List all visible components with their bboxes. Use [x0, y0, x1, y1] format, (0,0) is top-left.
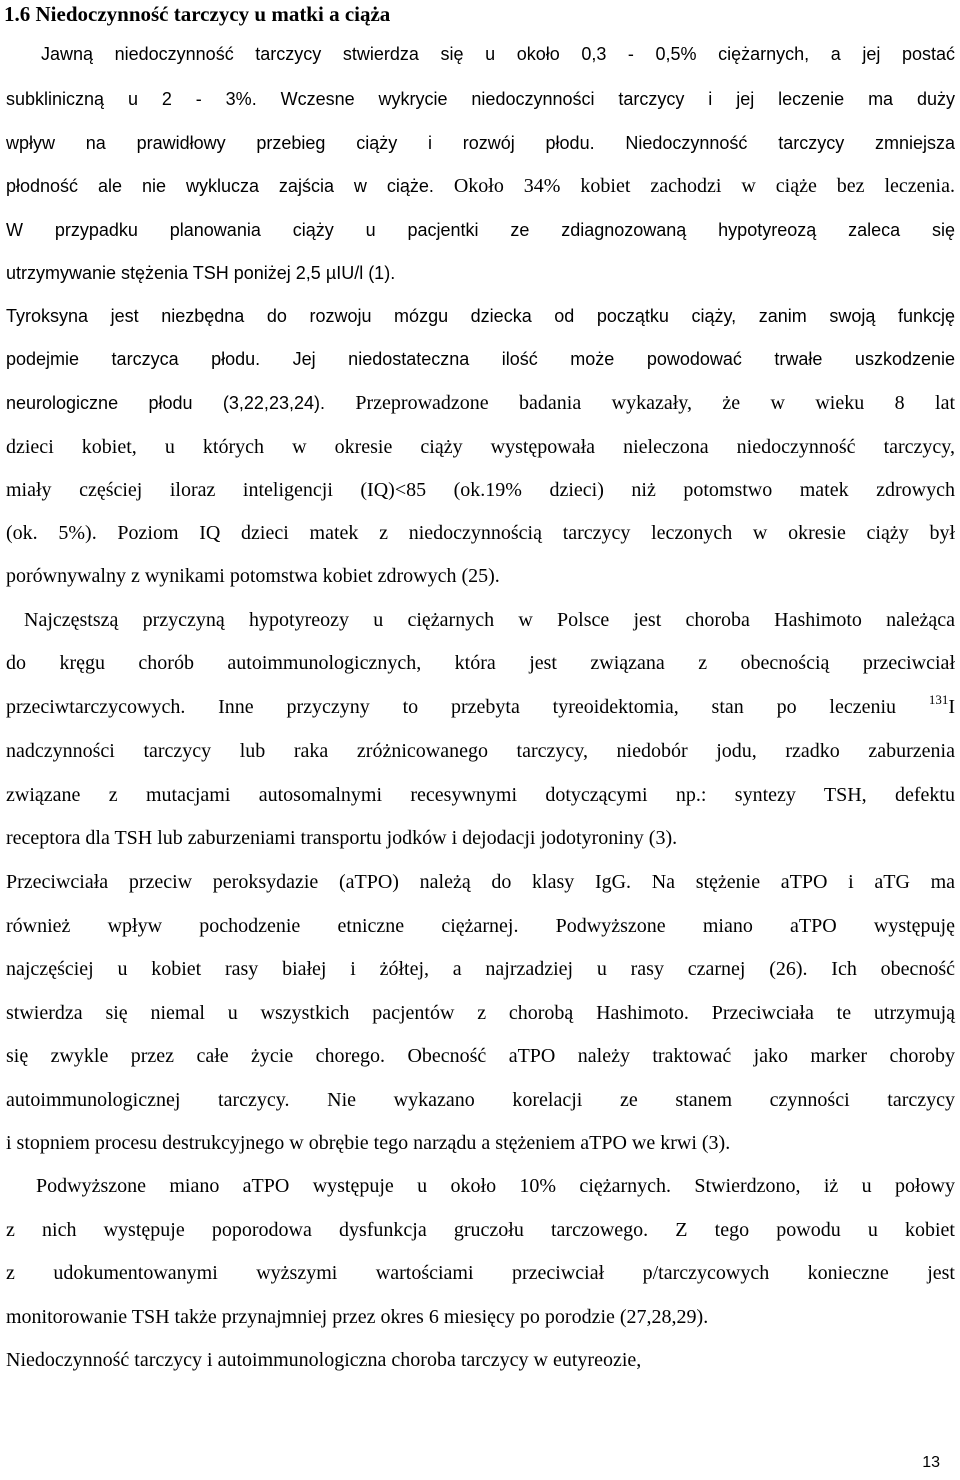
- p1-line-8b: Jej niedostateczna ilość może powodować trwałe uszkodzenie: [292, 349, 955, 369]
- p1-line-9a: neurologiczne płodu (3,22,23,24).: [6, 393, 325, 413]
- p3-line-3: z udokumentowanymi wyższymi wartościami przeciwciał p/tarczycowych konieczne jest: [6, 1262, 955, 1284]
- p3-line-1: Podwyższone miano aTPO występuje u około 10% ciężarnych. Stwierdzono, iż u połowy: [36, 1175, 955, 1197]
- p2-line-5: związane z mutacjami autosomalnymi recesywnymi dotyczącymi np.: syntezy TSH, defektu: [6, 784, 955, 806]
- p1-line-13: porównywalny z wynikami potomstwa kobiet zdrowych (25).: [6, 565, 500, 587]
- p2-line-1: Najczęstszą przyczyną hypotyreozy u ciężarnych w Polsce jest choroba Hashimoto należąca: [24, 609, 955, 631]
- p2-line-4: nadczynności tarczycy lub raka zróżnicowanego tarczycy, niedobór jodu, rzadko zaburzenia: [6, 740, 955, 762]
- p1-line-2: subkliniczną u 2 - 3%. Wczesne wykrycie niedoczynności tarczycy i jej leczenie ma duży: [6, 89, 955, 109]
- p2-line-3: [6, 694, 955, 720]
- p1-line-5: W przypadku planowania ciąży u pacjentki ze zdiagnozowaną hypotyreozą zaleca się: [6, 220, 955, 240]
- p1-line-12: (ok. 5%). Poziom IQ dzieci matek z niedoczynnością tarczycy leczonych w okresie ciąży był: [6, 522, 955, 544]
- p1-line-8: [6, 346, 955, 372]
- p2-line-9: najczęściej u kobiet rasy białej i żółtej, a najrzadziej u rasy czarnej (26). Ich obecność: [6, 958, 955, 980]
- p2-line-10: stwierdza się niemal u wszystkich pacjentów z chorobą Hashimoto. Przeciwciała te utrzymują: [6, 1002, 955, 1024]
- p1-line-11: miały częściej iloraz inteligencji (IQ)<85 (ok.19% dzieci) niż potomstwo matek zdrowych: [6, 479, 955, 501]
- isotope-superscript: 131: [928, 692, 949, 707]
- p2-line-3-isotope: [928, 692, 956, 718]
- section-title: 1.6 Niedoczynność tarczycy u matki a ciąża: [4, 2, 391, 26]
- p1-line-4a: płodność ale nie wyklucza zajścia w ciąże.: [6, 176, 434, 196]
- p2-line-2: do kręgu chorób autoimmunologicznych, która jest związana z obecnością przeciwciał: [6, 652, 955, 674]
- p2-line-8: również wpływ pochodzenie etniczne ciężarnej. Podwyższone miano aTPO występuję: [6, 915, 955, 937]
- p2-line-7: Przeciwciała przeciw peroksydazie (aTPO) należą do klasy IgG. Na stężenie aTPO i aTG ma: [6, 871, 955, 893]
- iodine-symbol: I: [948, 696, 956, 718]
- p2-line-3a: przeciwtarczycowych. Inne przyczyny to przebyta tyreoidektomia, stan po leczeniu: [6, 696, 897, 718]
- p1-line-7: Tyroksyna jest niezbędna do rozwoju mózgu dziecka od początku ciąży, zanim swoją funkcję: [6, 306, 955, 326]
- p3-line-5: Niedoczynność tarczycy i autoimmunologiczna choroba tarczycy w eutyreozie,: [6, 1349, 642, 1371]
- p1-line-8a: podejmie tarczyca płodu.: [6, 349, 261, 369]
- p2-line-12: autoimmunologicznej tarczycy. Nie wykazano korelacji ze stanem czynności tarczycy: [6, 1089, 955, 1111]
- p1-line-9b: Przeprowadzone badania wykazały, że w wieku 8 lat: [355, 392, 956, 414]
- p1-line-4: [6, 173, 955, 199]
- p3-line-2: z nich występuje poporodowa dysfunkcja gruczołu tarczowego. Z tego powodu u kobiet: [6, 1219, 955, 1241]
- p1-line-6: utrzymywanie stężenia TSH poniżej 2,5 µIU/l (1).: [6, 263, 396, 283]
- p1-line-3: wpływ na prawidłowy przebieg ciąży i rozwój płodu. Niedoczynność tarczycy zmniejsza: [6, 133, 955, 153]
- p2-line-6: receptora dla TSH lub zaburzeniami transportu jodków i dejodacji jodotyroniny (3).: [6, 827, 678, 849]
- p1-line-10: dzieci kobiet, u których w okresie ciąży występowała nieleczona niedoczynność tarczycy,: [6, 436, 955, 458]
- p2-line-11: się zwykle przez całe życie chorego. Obecność aTPO należy traktować jako marker choroby: [6, 1045, 955, 1067]
- p1-line-9: [6, 390, 955, 416]
- p1-line-1: Jawną niedoczynność tarczycy stwierdza się u około 0,3 - 0,5% ciężarnych, a jej postać: [41, 44, 955, 64]
- p2-line-13: i stopniem procesu destrukcyjnego w obrębie tego narządu a stężeniem aTPO we krwi (3).: [6, 1132, 731, 1154]
- p1-line-4b: Około 34% kobiet zachodzi w ciąże bez leczenia.: [453, 175, 955, 197]
- p3-line-4: monitorowanie TSH także przynajmniej przez okres 6 miesięcy po porodzie (27,28,29).: [6, 1306, 709, 1328]
- page-number: 13: [922, 1454, 940, 1471]
